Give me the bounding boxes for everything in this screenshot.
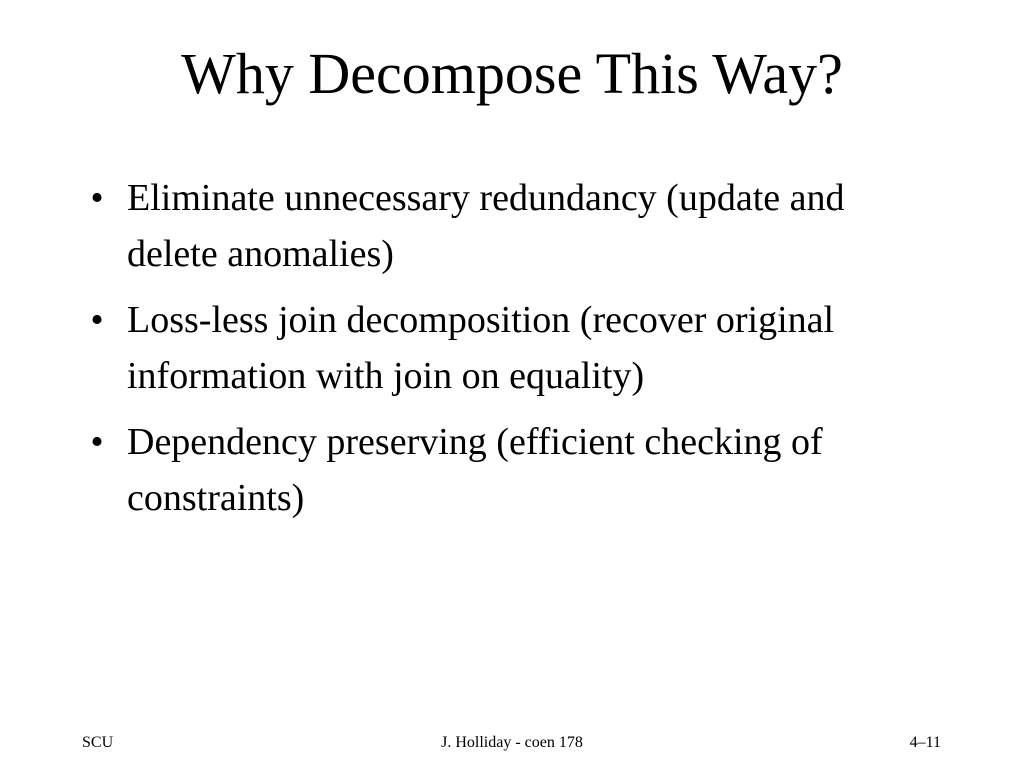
bullet-text: Loss-less join decomposition (recover original information with join on equality) [127, 299, 835, 397]
footer-author: J. Holliday - coen 178 [441, 734, 583, 751]
bullet-icon: • [90, 177, 104, 219]
bullet-list [82, 170, 942, 536]
bullet-item [82, 414, 942, 526]
slide-title: Why Decompose This Way? [181, 41, 843, 106]
bullet-text: Dependency preserving (efficient checking of constraints) [127, 421, 823, 519]
bullet-item [82, 292, 942, 404]
slide-number: 4–11 [909, 734, 941, 751]
footer-left-text: SCU [82, 734, 114, 751]
bullet-text: Eliminate unnecessary redundancy (update and delete anomalies) [127, 177, 845, 275]
bullet-item [82, 170, 942, 282]
bullet-icon: • [90, 299, 104, 341]
bullet-icon: • [90, 421, 104, 463]
